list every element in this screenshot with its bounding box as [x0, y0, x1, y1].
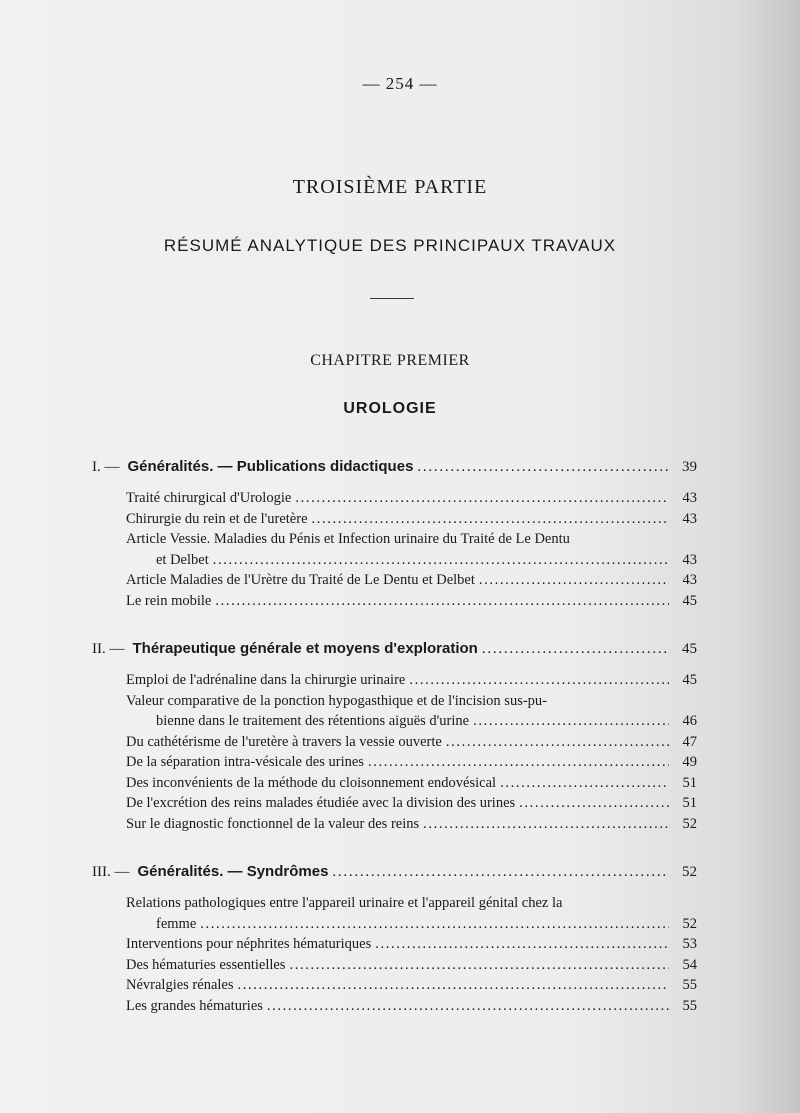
toc-section [92, 640, 697, 836]
toc-entry [126, 734, 697, 755]
toc-entry [126, 693, 697, 734]
toc-entry [126, 775, 697, 796]
dot-leader [295, 490, 669, 507]
section-heading [92, 640, 697, 662]
entry-title: Article Maladies de l'Urètre du Traité de Le Dentu et Delbet [126, 572, 475, 588]
dot-leader [213, 552, 669, 569]
section-subtitle: RÉSUMÉ ANALYTIQUE DES PRINCIPAUX TRAVAUX [163, 236, 617, 255]
toc-entry [126, 977, 697, 998]
section-title: Généralités. — Publications didactiques [127, 458, 414, 475]
dot-leader [473, 713, 669, 730]
toc-entry [126, 593, 697, 614]
section-title: Généralités. — Syndrômes [137, 863, 329, 880]
section-number: III. — [92, 864, 130, 880]
entry-title: Le rein mobile [126, 592, 212, 609]
toc-section [92, 458, 697, 613]
entry-title: Relations pathologiques entre l'appareil urinaire et l'appareil génital chez la [126, 895, 563, 911]
dot-leader [446, 734, 669, 751]
entry-page: 43 [682, 510, 697, 527]
page-number: — 254 — [362, 74, 438, 93]
entry-title: De la séparation intra-vésicale des urines [126, 754, 364, 770]
entry-page: 52 [682, 915, 697, 932]
toc-entry [126, 936, 697, 957]
entry-page: 45 [682, 672, 697, 688]
entry-title: Les grandes hématuries [126, 997, 263, 1014]
chapter-heading: CHAPITRE PREMIER [310, 352, 470, 369]
dot-leader [267, 998, 669, 1015]
section-page: 39 [682, 459, 697, 475]
dot-leader [375, 936, 669, 953]
entry-title: Des inconvénients de la méthode du cloisonnement endovésical [126, 774, 497, 791]
entry-title: Névralgies rénales [126, 977, 234, 993]
entry-continuation [126, 713, 697, 734]
entry-page: 54 [682, 956, 697, 973]
dot-leader [238, 977, 670, 994]
entry-title: Emploi de l'adrénaline dans la chirurgie urinaire [126, 672, 406, 688]
toc-entry [126, 895, 697, 936]
table-of-contents [92, 458, 697, 1045]
entry-page: 43 [682, 490, 697, 506]
section-number: II. — [92, 641, 125, 657]
entry-title-cont: femme [156, 915, 197, 932]
dot-leader [409, 672, 669, 689]
entry-page: 46 [682, 713, 697, 729]
toc-entry [126, 490, 697, 511]
section-items [92, 490, 697, 613]
dot-leader [500, 775, 669, 792]
section-number: I. — [92, 459, 120, 475]
toc-entry [126, 957, 697, 978]
entry-page: 55 [682, 997, 697, 1014]
separator-rule [370, 298, 414, 299]
section-page: 45 [682, 641, 697, 657]
dot-leader [417, 459, 669, 476]
section-title: Thérapeutique générale et moyens d'exploration [132, 640, 478, 657]
dot-leader [200, 916, 669, 933]
entry-page: 47 [682, 733, 697, 750]
dot-leader [423, 816, 669, 833]
entry-title: Valeur comparative de la ponction hypogasthique et de l'incision sus-pu- [126, 692, 547, 709]
toc-entry [126, 754, 697, 775]
entry-title: De l'excrétion des reins malades étudiée avec la division des urines [126, 795, 516, 811]
toc-entry [126, 511, 697, 532]
entry-title: Traité chirurgical d'Urologie [126, 490, 292, 506]
section-heading [92, 863, 697, 885]
entry-title: Du cathétérisme de l'uretère à travers la vessie ouverte [126, 733, 442, 750]
entry-title: Chirurgie du rein et de l'uretère [126, 510, 308, 527]
toc-entry [126, 531, 697, 572]
entry-continuation [126, 916, 697, 937]
entry-page: 45 [682, 592, 697, 609]
entry-page: 49 [682, 754, 697, 770]
toc-entry [126, 672, 697, 693]
entry-page: 51 [682, 774, 697, 791]
entry-title: Des hématuries essentielles [126, 956, 286, 973]
dot-leader [332, 864, 669, 881]
chapter-title: UROLOGIE [343, 400, 437, 417]
section-items [92, 895, 697, 1018]
dot-leader [519, 795, 669, 812]
toc-section [92, 863, 697, 1018]
section-heading [92, 458, 697, 480]
dot-leader [215, 593, 669, 610]
toc-entry [126, 998, 697, 1019]
dot-leader [289, 957, 669, 974]
entry-continuation [126, 552, 697, 573]
entry-title-cont: et Delbet [156, 551, 209, 568]
entry-page: 43 [682, 551, 697, 568]
section-items [92, 672, 697, 836]
part-title: TROISIÈME PARTIE [292, 176, 488, 198]
entry-page: 51 [682, 795, 697, 811]
entry-page: 43 [682, 572, 697, 588]
section-page: 52 [682, 864, 697, 880]
entry-page: 52 [682, 815, 697, 832]
entry-page: 55 [682, 977, 697, 993]
dot-leader [312, 511, 669, 528]
entry-title: Article Vessie. Maladies du Pénis et Infection urinaire du Traité de Le Dentu [126, 531, 570, 547]
toc-entry [126, 816, 697, 837]
toc-entry [126, 572, 697, 593]
dot-leader [479, 572, 669, 589]
dot-leader [482, 641, 669, 658]
toc-entry [126, 795, 697, 816]
entry-title-cont: bienne dans le traitement des rétentions aiguës d'urine [156, 713, 470, 729]
entry-title: Sur le diagnostic fonctionnel de la valeur des reins [126, 815, 420, 832]
entry-page: 53 [682, 936, 697, 952]
entry-title: Interventions pour néphrites hématuriques [126, 936, 372, 952]
dot-leader [368, 754, 669, 771]
